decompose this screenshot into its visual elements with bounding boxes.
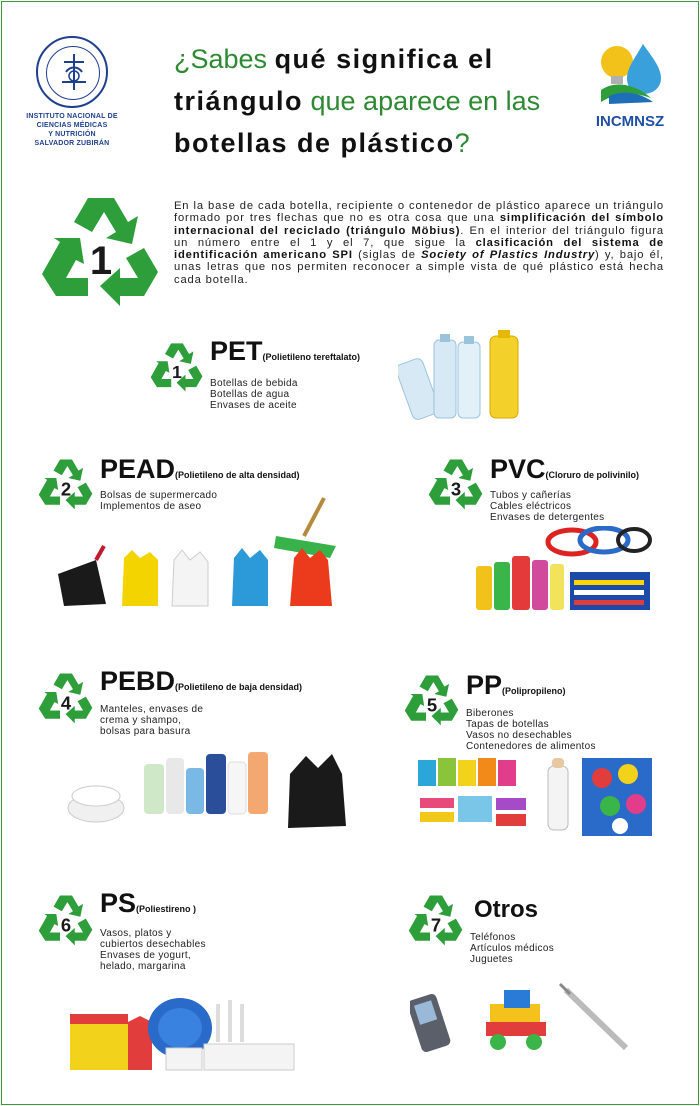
plastic-section-pebd xyxy=(36,666,356,840)
page-title xyxy=(174,38,574,164)
plastic-use-item: Manteles, envases de xyxy=(100,704,204,715)
institution-name-line: Y NUTRICIÓN xyxy=(48,131,96,138)
plastic-use-item: Bolsas de supermercado xyxy=(100,490,218,501)
recycle-number: 3 xyxy=(450,478,462,500)
plastic-use-item: Artículos médicos xyxy=(470,943,555,954)
ps-products-image xyxy=(68,992,300,1076)
plastic-section-ps xyxy=(36,888,356,1082)
plastic-section-otros xyxy=(406,892,668,1062)
plastic-section-pet xyxy=(148,336,668,430)
plastic-use-item: Vasos no desechables xyxy=(466,730,572,741)
recycle-icon xyxy=(36,192,166,310)
plastic-use-item: Envases de aceite xyxy=(210,400,297,411)
infographic-page xyxy=(1,1,699,1105)
recycle-icon xyxy=(426,456,486,512)
recycle-number: 7 xyxy=(430,914,442,936)
title-part: que aparece en las xyxy=(303,86,541,116)
title-part: ? xyxy=(454,128,470,158)
recycle-number: 1 xyxy=(172,362,182,383)
plastic-section-pvc xyxy=(426,456,666,616)
title-part: botellas de plástico xyxy=(174,128,455,158)
institution-seal-icon xyxy=(36,36,108,108)
plastic-code: PEAD xyxy=(100,454,176,484)
plastic-code: PET xyxy=(210,336,263,366)
plastic-use-item: Juguetes xyxy=(470,954,513,965)
plastic-use-item: cubiertos desechables xyxy=(100,939,206,950)
institution-name-line: INSTITUTO NACIONAL DE xyxy=(26,113,118,120)
plastic-code: PEBD xyxy=(100,666,176,696)
pp-products-image xyxy=(414,756,666,840)
recycle-number: 4 xyxy=(60,692,72,714)
recycle-number: 1 xyxy=(89,239,113,283)
title-part: triángulo xyxy=(174,86,303,116)
intro-bold: clasificación del sistema de identificación americano SPI xyxy=(174,236,665,262)
intro-italic: Society of Plastics Industry xyxy=(421,249,596,262)
recycle-number: 2 xyxy=(60,478,72,500)
intro-text: . En el interior del triángulo figura un número entre el 1 y el 7, que sigue la xyxy=(174,224,665,249)
pebd-products-image xyxy=(66,744,350,834)
title-part: qué significa el xyxy=(274,44,494,74)
plastic-code: PS xyxy=(100,888,137,918)
plastic-use-item: Envases de detergentes xyxy=(490,512,605,523)
pet-bottles-image xyxy=(398,330,538,420)
institution-name-line: SALVADOR ZUBIRÁN xyxy=(34,140,110,147)
plastic-use-item: crema y shampo, xyxy=(100,715,182,726)
intro-text: (siglas de xyxy=(352,249,422,262)
plastic-fullname: (Polietileno de alta densidad) xyxy=(175,470,300,480)
plastic-use-item: bolsas para basura xyxy=(100,726,191,737)
plastic-use-item: Implementos de aseo xyxy=(100,501,202,512)
recycle-icon xyxy=(36,892,96,948)
institution-logo xyxy=(24,36,120,148)
intro-text: ) y, bajo él, unas letras que nos permiten reconocer a simple vista de qué plástico está hecha cada botella. xyxy=(174,249,664,286)
plastic-use-item: Botellas de agua xyxy=(210,389,290,400)
incmnsz-label: INCMNSZ xyxy=(595,113,665,130)
recycle-icon xyxy=(402,672,462,728)
plastic-use-item: Vasos, platos y xyxy=(100,928,172,939)
plastic-use-item: helado, margarina xyxy=(100,961,186,972)
plastic-fullname: (Poliestireno ) xyxy=(136,904,197,914)
plastic-use-item: Cables eléctricos xyxy=(490,501,572,512)
recycle-number: 5 xyxy=(426,694,438,716)
title-part: ¿Sabes xyxy=(174,44,275,74)
lightbulb-drop-icon xyxy=(595,40,665,106)
plastic-use-item: Envases de yogurt, xyxy=(100,950,192,961)
plastic-use-item: Teléfonos xyxy=(470,932,516,943)
plastic-code: Otros xyxy=(474,896,539,923)
plastic-section-pp xyxy=(402,672,668,842)
institution-name-line: CIENCIAS MÉDICAS xyxy=(36,122,108,129)
intro-bold: simplificación del símbolo internacional del reciclado (triángulo Möbius) xyxy=(174,212,664,237)
plastic-section-pead xyxy=(36,456,356,616)
plastic-use-item: Botellas de bebida xyxy=(210,378,298,389)
plastic-use-item: Tubos y cañerías xyxy=(490,490,572,501)
pvc-products-image xyxy=(474,526,652,612)
plastic-use-item: Biberones xyxy=(466,708,514,719)
plastic-fullname: (Polipropileno) xyxy=(502,686,566,696)
recycle-icon xyxy=(36,670,96,726)
pead-products-image xyxy=(46,496,346,612)
intro-paragraph xyxy=(174,200,664,286)
plastic-fullname: (Polietileno de baja densidad) xyxy=(175,682,303,692)
recycle-icon xyxy=(148,340,206,394)
plastic-fullname: (Cloruro de polivinilo) xyxy=(545,470,640,480)
plastic-use-item: Tapas de botellas xyxy=(466,719,549,730)
plastic-code: PP xyxy=(466,670,503,700)
otros-products-image xyxy=(410,982,638,1054)
plastic-code: PVC xyxy=(490,454,546,484)
recycle-icon xyxy=(406,892,466,948)
incmnsz-logo xyxy=(590,40,670,130)
plastic-use-item: Contenedores de alimentos xyxy=(466,741,596,752)
intro-text: En la base de cada botella, recipiente o contenedor de plástico aparece un triángulo formado por tres flechas que no es otra cosa que una xyxy=(174,200,664,225)
recycle-number: 6 xyxy=(60,914,72,936)
plastic-fullname: (Polietileno tereftalato) xyxy=(262,352,361,362)
